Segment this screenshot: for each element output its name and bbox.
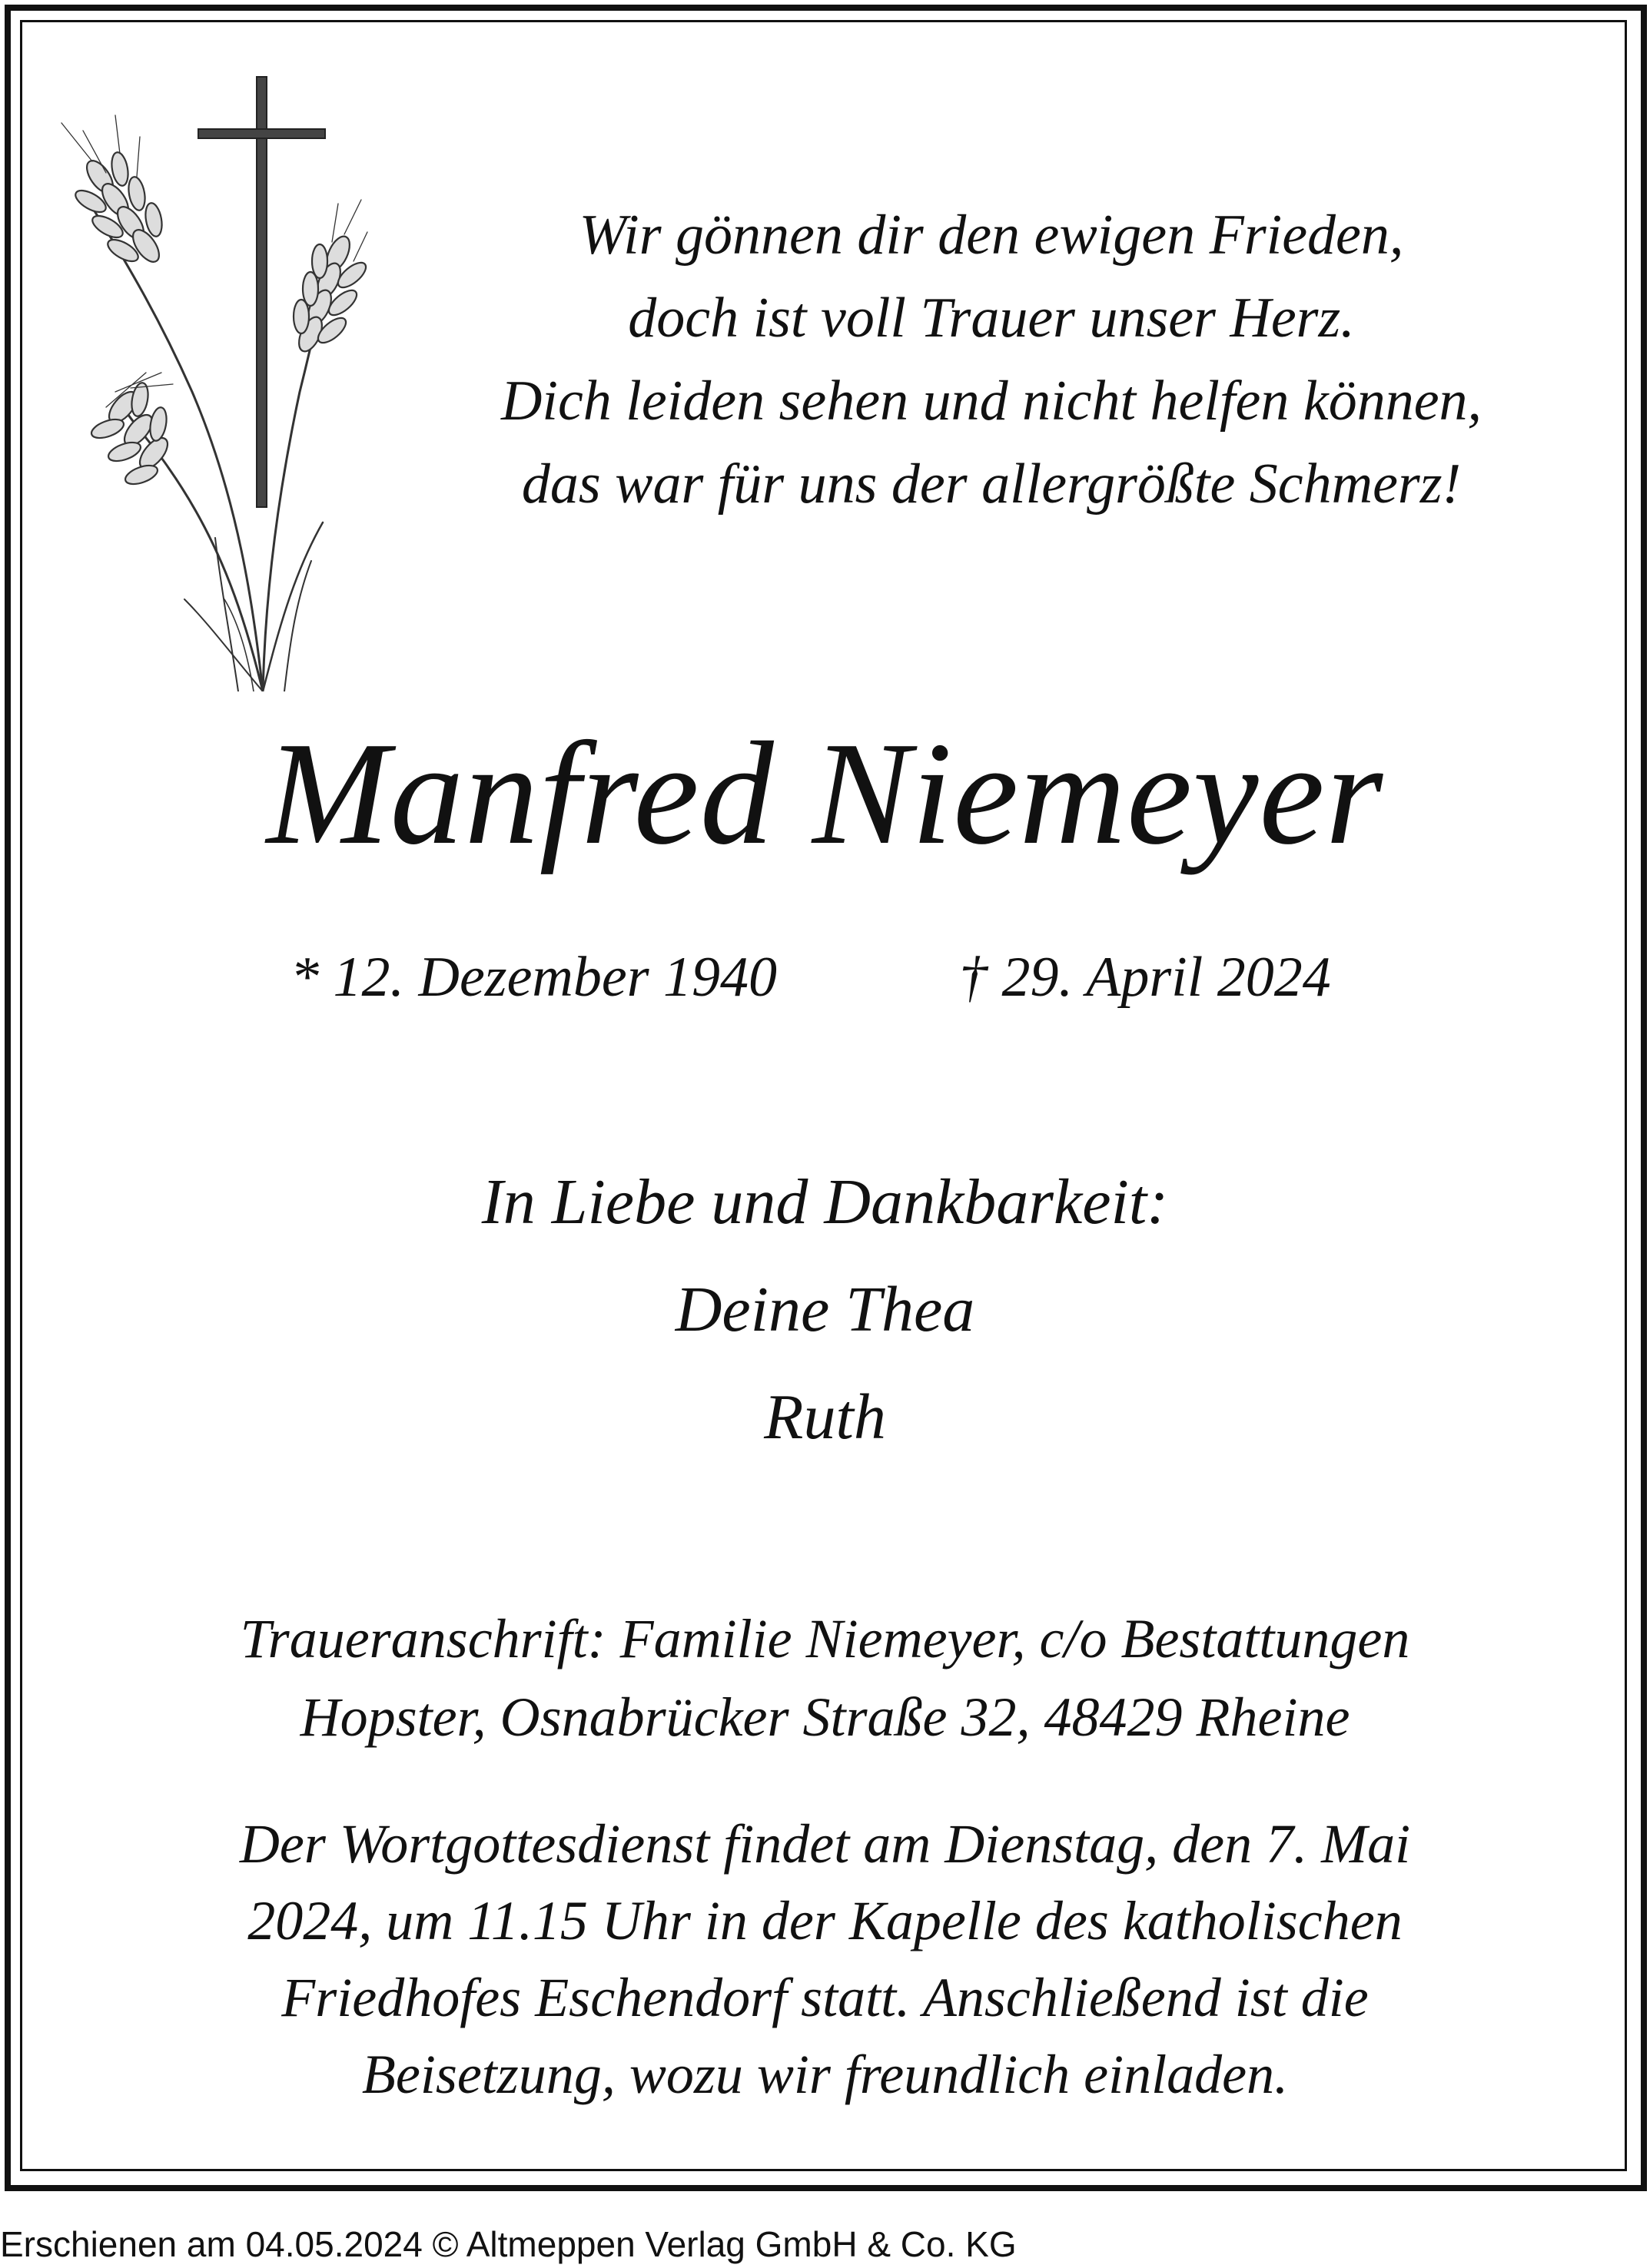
mourner-name: Ruth (764, 1381, 886, 1453)
poem-line: Wir gönnen dir den ewigen Frieden, (579, 204, 1404, 267)
death-date: † 29. April 2024 (959, 946, 1331, 1009)
service-line: 2024, um 11.15 Uhr in der Kapelle des katholischen (247, 1890, 1403, 1951)
mourners (0, 1149, 1650, 1471)
birth-date: * 12. Dezember 1940 (290, 946, 778, 1009)
service-line: Beisetzung, wozu wir freundlich einladen. (361, 2044, 1289, 2105)
address-line: Traueranschrift: Familie Niemeyer, c/o Bestattungen (240, 1608, 1410, 1670)
service-line: Friedhofes Eschendorf statt. Anschließend ist die (281, 1967, 1369, 2028)
address-line: Hopster, Osnabrücker Straße 32, 48429 Rheine (300, 1686, 1350, 1748)
service-line: Der Wortgottesdienst findet am Dienstag, den 7. Mai (239, 1813, 1411, 1875)
poem-line: doch ist voll Trauer unser Herz. (628, 287, 1355, 350)
deceased-name: Manfred Niemeyer (266, 711, 1384, 875)
mourner-name: Deine Thea (675, 1274, 975, 1345)
mourners-heading: In Liebe und Dankbarkeit: (481, 1166, 1169, 1238)
service-notice (0, 1805, 1650, 2113)
publication-footer: Erschienen am 04.05.2024 © Altmeppen Verlag GmbH & Co. KG (0, 2224, 1017, 2264)
poem-line: Dich leiden sehen und nicht helfen können, (500, 370, 1482, 433)
condolence-address (0, 1600, 1650, 1756)
poem-line: das war für uns der allergrößte Schmerz! (521, 453, 1462, 516)
cross-with-wheat-icon (46, 69, 369, 691)
poem (415, 194, 1568, 526)
